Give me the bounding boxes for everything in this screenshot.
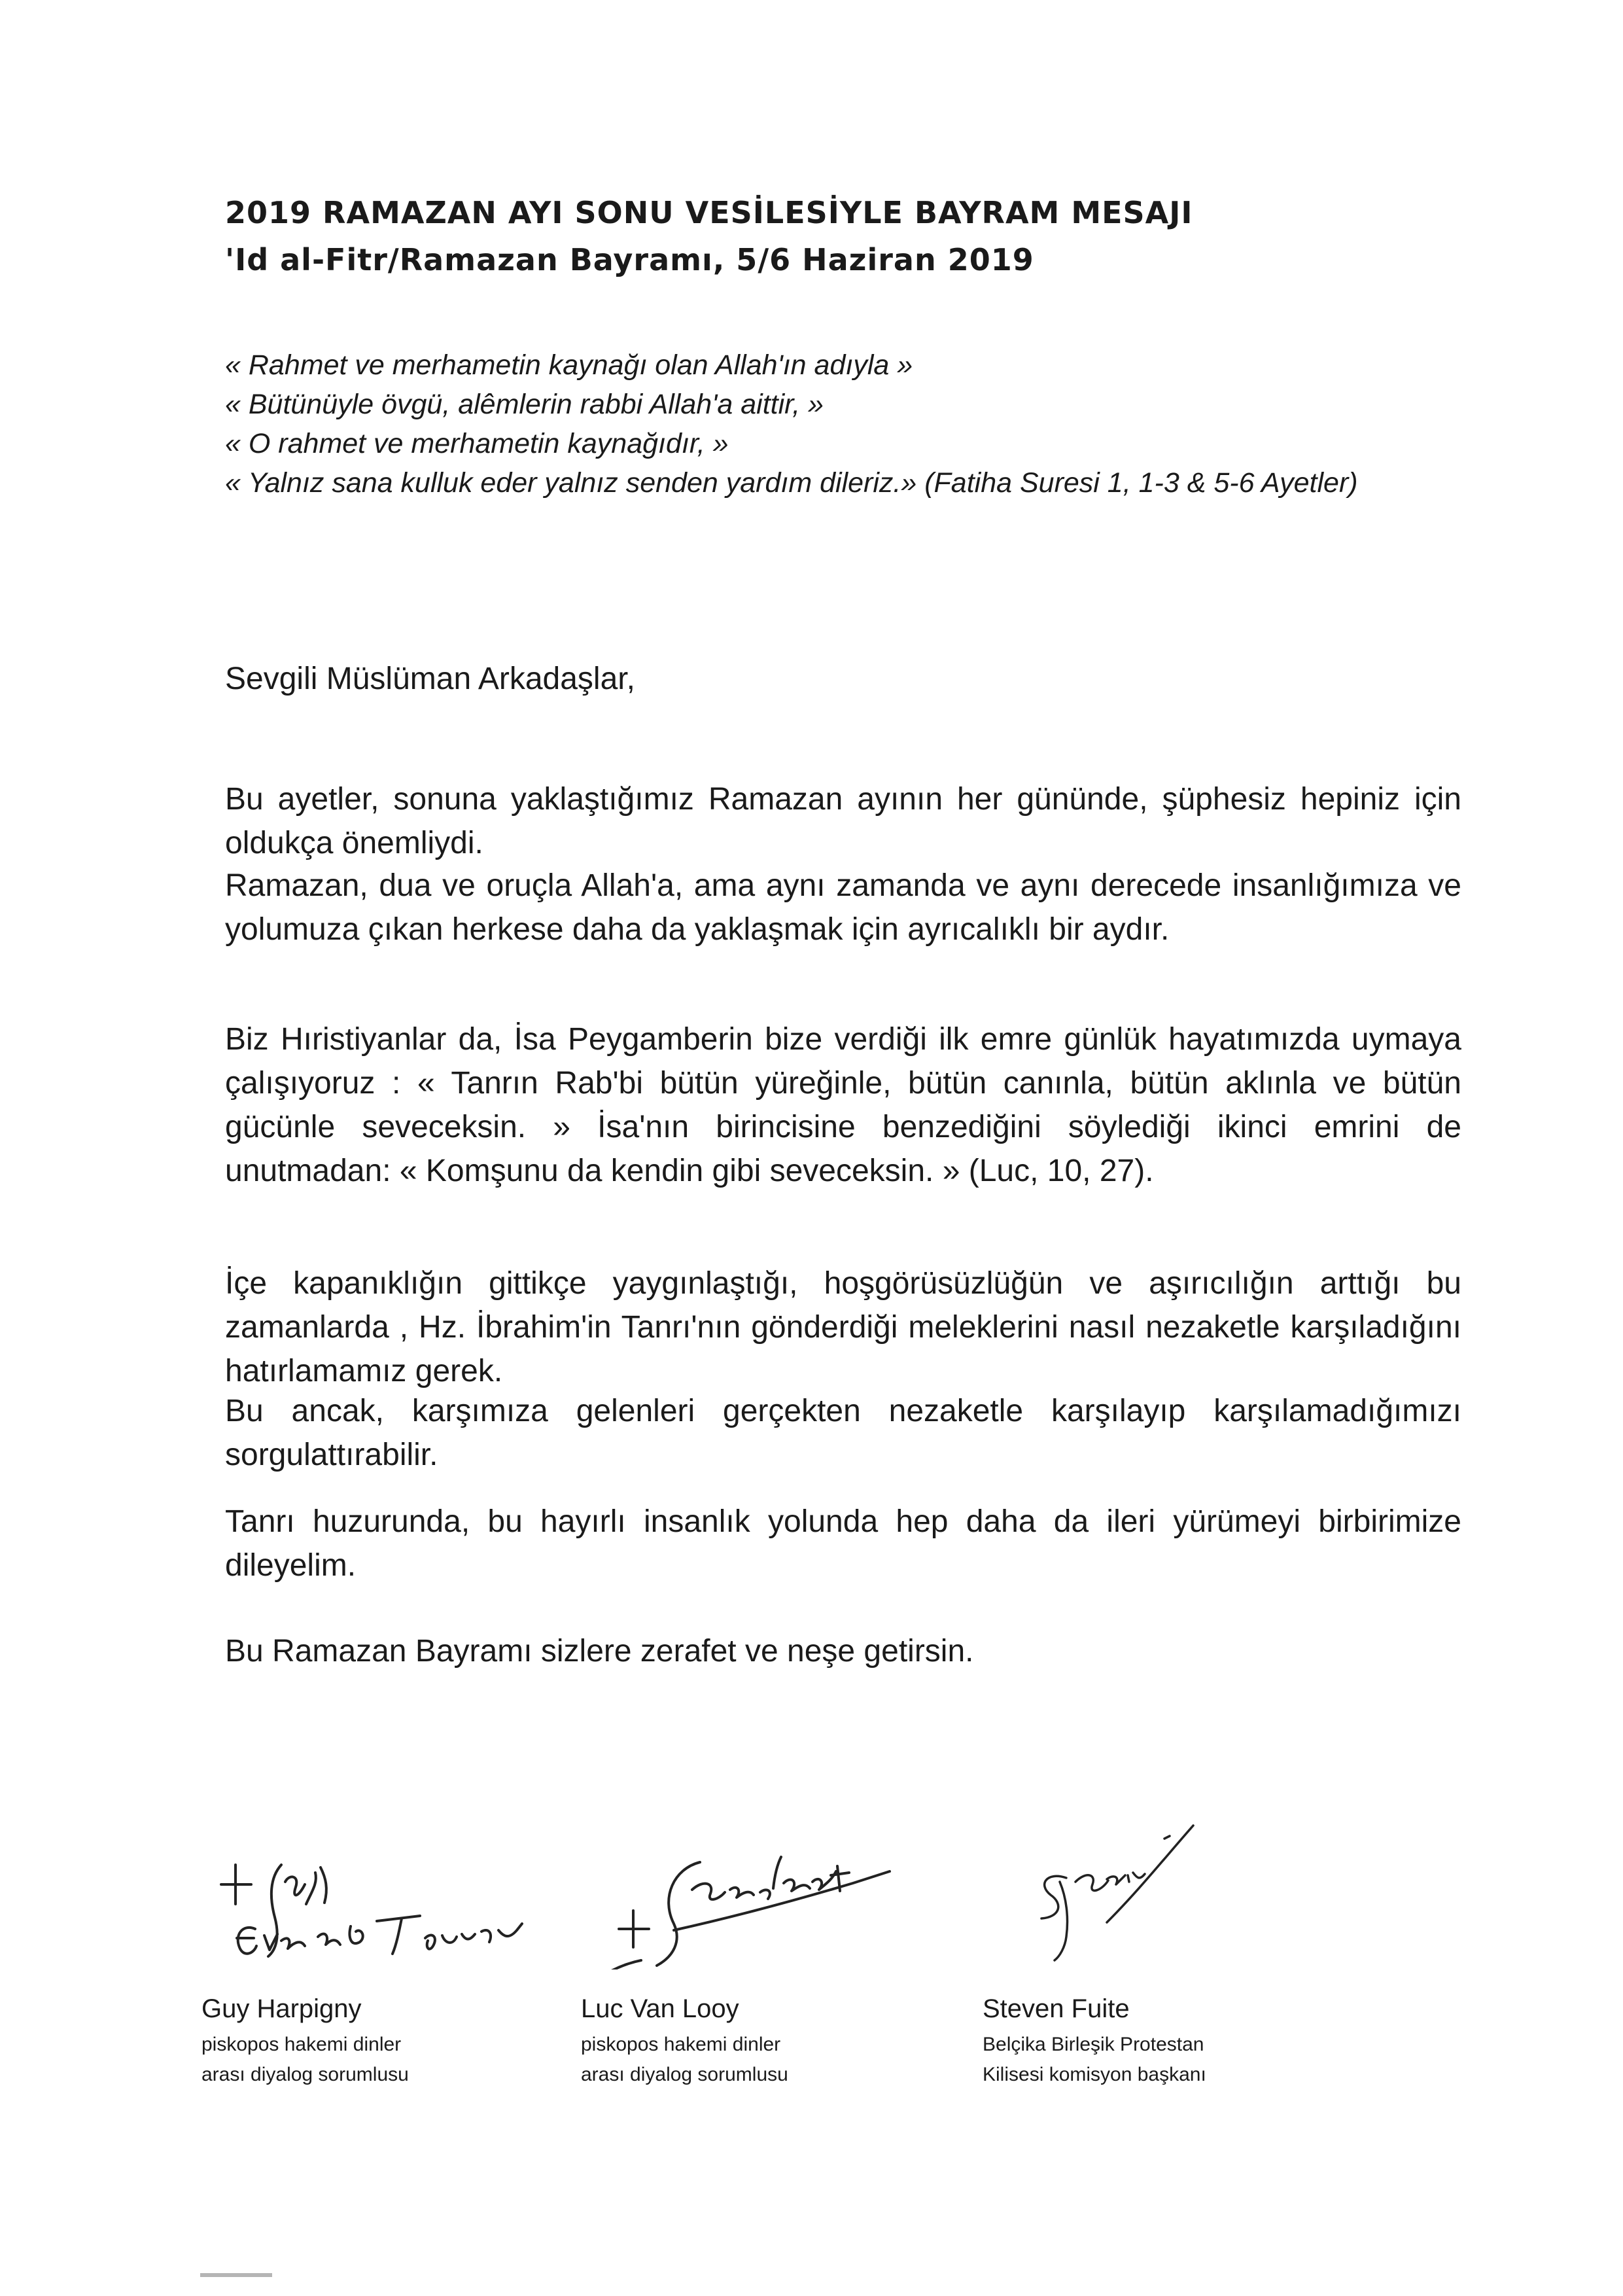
handwritten-signature-van-looy: [576, 1819, 942, 1969]
verse-line-4: « Yalnız sana kulluk eder yalnız senden yardım dileriz.» (Fatiha Suresi 1, 1-3 & 5-6 Ayetler): [225, 467, 1358, 499]
signatory-role-line1: Belçika Birleşik Protestan: [983, 2034, 1204, 2055]
quoted-verses: [225, 345, 1468, 503]
signature-block-harpigny: [196, 1819, 563, 2094]
paragraph-5: Bu ancak, karşımıza gelenleri gerçekten nezaketle karşılayıp karşılamadığımızı sorgulattırabilir.: [225, 1394, 1461, 1472]
signature-block-fuite: [968, 1819, 1335, 2094]
salutation: Sevgili Müslüman Arkadaşlar,: [225, 662, 635, 696]
signatory-name: Guy Harpigny: [201, 1994, 362, 2023]
signatory-name: Luc Van Looy: [581, 1994, 739, 2023]
paragraph-2: Ramazan, dua ve oruçla Allah'a, ama aynı zamanda ve aynı derecede insanlığımıza ve yolumuza çıkan herkese daha da yaklaşmak için ayrıcalıklı bir aydır.: [225, 868, 1461, 947]
verse-line-1: « Rahmet ve merhametin kaynağı olan Allah'ın adıyla »: [225, 349, 913, 381]
signatory-name: Steven Fuite: [983, 1994, 1130, 2023]
signatory-role-line2: arası diyalog sorumlusu: [201, 2064, 409, 2085]
handwritten-signature-harpigny: [196, 1819, 563, 1969]
signatory-role-line1: piskopos hakemi dinler: [581, 2034, 781, 2055]
footer-scan-mark: [200, 2273, 272, 2277]
paragraph-7: Bu Ramazan Bayramı sizlere zerafet ve neşe getirsin.: [225, 1634, 974, 1669]
letter-title: 2019 RAMAZAN AYI SONU VESİLESİYLE BAYRAM MESAJI: [225, 195, 1193, 230]
signatory-role-line2: arası diyalog sorumlusu: [581, 2064, 788, 2085]
paragraph-3: Biz Hıristiyanlar da, İsa Peygamberin bize verdiği ilk emre günlük hayatımızda uymaya çalışıyoruz : « Tanrın Rab'bi bütün yüreğinle, bütün canınla, bütün aklınla ve bütün gücünle seveceksin. » İsa'nın birincisine benzediğini söylediği ikinci emrini de unutmadan: « Komşunu da kendin gibi seveceksin. » (Luc, 10, 27).: [225, 1022, 1461, 1188]
verse-line-3: « O rahmet ve merhametin kaynağıdır, »: [225, 428, 729, 459]
verse-line-2: « Bütünüyle övgü, alêmlerin rabbi Allah'a aittir, »: [225, 389, 824, 420]
paragraph-1: Bu ayetler, sonuna yaklaştığımız Ramazan ayının her gününde, şüphesiz hepiniz için oldukça önemliydi.: [225, 782, 1461, 860]
signatory-role-line2: Kilisesi komisyon başkanı: [983, 2064, 1206, 2085]
paragraph-4: İçe kapanıklığın gittikçe yaygınlaştığı, hoşgörüsüzlüğün ve aşırıcılığın arttığı bu zamanlarda , Hz. İbrahim'in Tanrı'nın gönderdiği meleklerini nasıl nezaketle karşıladığını hatırlamamız gerek.: [225, 1266, 1461, 1388]
letter-subtitle: 'Id al-Fitr/Ramazan Bayramı, 5/6 Haziran 2019: [225, 242, 1034, 277]
handwritten-signature-fuite: [968, 1819, 1335, 1969]
signatory-role-line1: piskopos hakemi dinler: [201, 2034, 402, 2055]
signature-block-van-looy: [576, 1819, 942, 2094]
paragraph-6: Tanrı huzurunda, bu hayırlı insanlık yolunda hep daha da ileri yürümeyi birbirimize dileyelim.: [225, 1504, 1461, 1583]
